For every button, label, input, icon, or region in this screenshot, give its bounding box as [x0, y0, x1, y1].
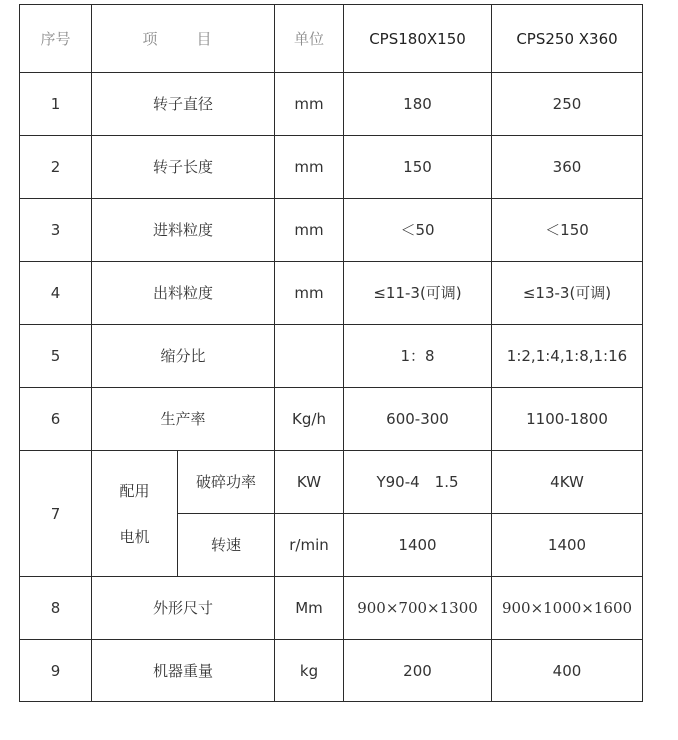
row-item: 破碎功率	[177, 450, 274, 513]
row-unit	[274, 324, 343, 387]
header-model-a: CPS180X150	[343, 4, 491, 72]
motor-group-label	[91, 450, 177, 576]
row-value-b: 1:2,1:4,1:8,1:16	[491, 324, 643, 387]
row-number: 4	[19, 261, 91, 324]
header-seq: 序号	[19, 4, 91, 72]
row-value-b: 250	[491, 72, 643, 135]
row-unit: r/min	[274, 513, 343, 576]
row-value-a: 1400	[343, 513, 491, 576]
table-row	[19, 135, 643, 198]
row-unit: Mm	[274, 576, 343, 639]
header-unit: 单位	[274, 4, 343, 72]
header-item: 项 目	[91, 4, 274, 72]
row-item: 转子长度	[91, 135, 274, 198]
row-unit: mm	[274, 135, 343, 198]
row-value-a: 900×700×1300	[343, 576, 491, 639]
row-number: 1	[19, 72, 91, 135]
row-value-b: ＜150	[491, 198, 643, 261]
row-value-a: 1：8	[343, 324, 491, 387]
row-unit: KW	[274, 450, 343, 513]
row-value-b: 1100-1800	[491, 387, 643, 450]
row-item: 外形尺寸	[91, 576, 274, 639]
table-row	[19, 198, 643, 261]
row-value-b: 400	[491, 639, 643, 702]
row-unit: Kg/h	[274, 387, 343, 450]
row-number: 2	[19, 135, 91, 198]
row-item: 机器重量	[91, 639, 274, 702]
row-value-b: ≤13-3(可调)	[491, 261, 643, 324]
row-unit: kg	[274, 639, 343, 702]
row-unit: mm	[274, 198, 343, 261]
table-row	[19, 387, 643, 450]
row-value-b: 900×1000×1600	[491, 576, 643, 639]
row-value-a: ＜50	[343, 198, 491, 261]
row-value-a: Y90-4 1.5	[343, 450, 491, 513]
row-item: 生产率	[91, 387, 274, 450]
table-header-row	[19, 4, 643, 72]
header-model-b: CPS250 X360	[491, 4, 643, 72]
row-value-a: 200	[343, 639, 491, 702]
row-unit: mm	[274, 72, 343, 135]
row-value-a: 180	[343, 72, 491, 135]
row-unit: mm	[274, 261, 343, 324]
row-item: 出料粒度	[91, 261, 274, 324]
row-value-a: 150	[343, 135, 491, 198]
row-value-b: 4KW	[491, 450, 643, 513]
table-row	[19, 639, 643, 702]
row-number: 7	[19, 450, 91, 576]
table-row	[19, 576, 643, 639]
row-number: 9	[19, 639, 91, 702]
row-item: 转速	[177, 513, 274, 576]
table-row-motor-power	[19, 450, 643, 513]
row-value-a: 600-300	[343, 387, 491, 450]
row-item: 转子直径	[91, 72, 274, 135]
row-number: 8	[19, 576, 91, 639]
table-row	[19, 72, 643, 135]
spec-table	[19, 4, 643, 702]
row-number: 3	[19, 198, 91, 261]
row-value-b: 1400	[491, 513, 643, 576]
row-number: 6	[19, 387, 91, 450]
motor-label-line1: 配用	[119, 481, 150, 500]
row-item: 缩分比	[91, 324, 274, 387]
table-row	[19, 324, 643, 387]
row-value-a: ≤11-3(可调)	[343, 261, 491, 324]
row-number: 5	[19, 324, 91, 387]
row-item: 进料粒度	[91, 198, 274, 261]
table-row	[19, 261, 643, 324]
row-value-b: 360	[491, 135, 643, 198]
motor-label-line2: 电机	[119, 527, 150, 546]
